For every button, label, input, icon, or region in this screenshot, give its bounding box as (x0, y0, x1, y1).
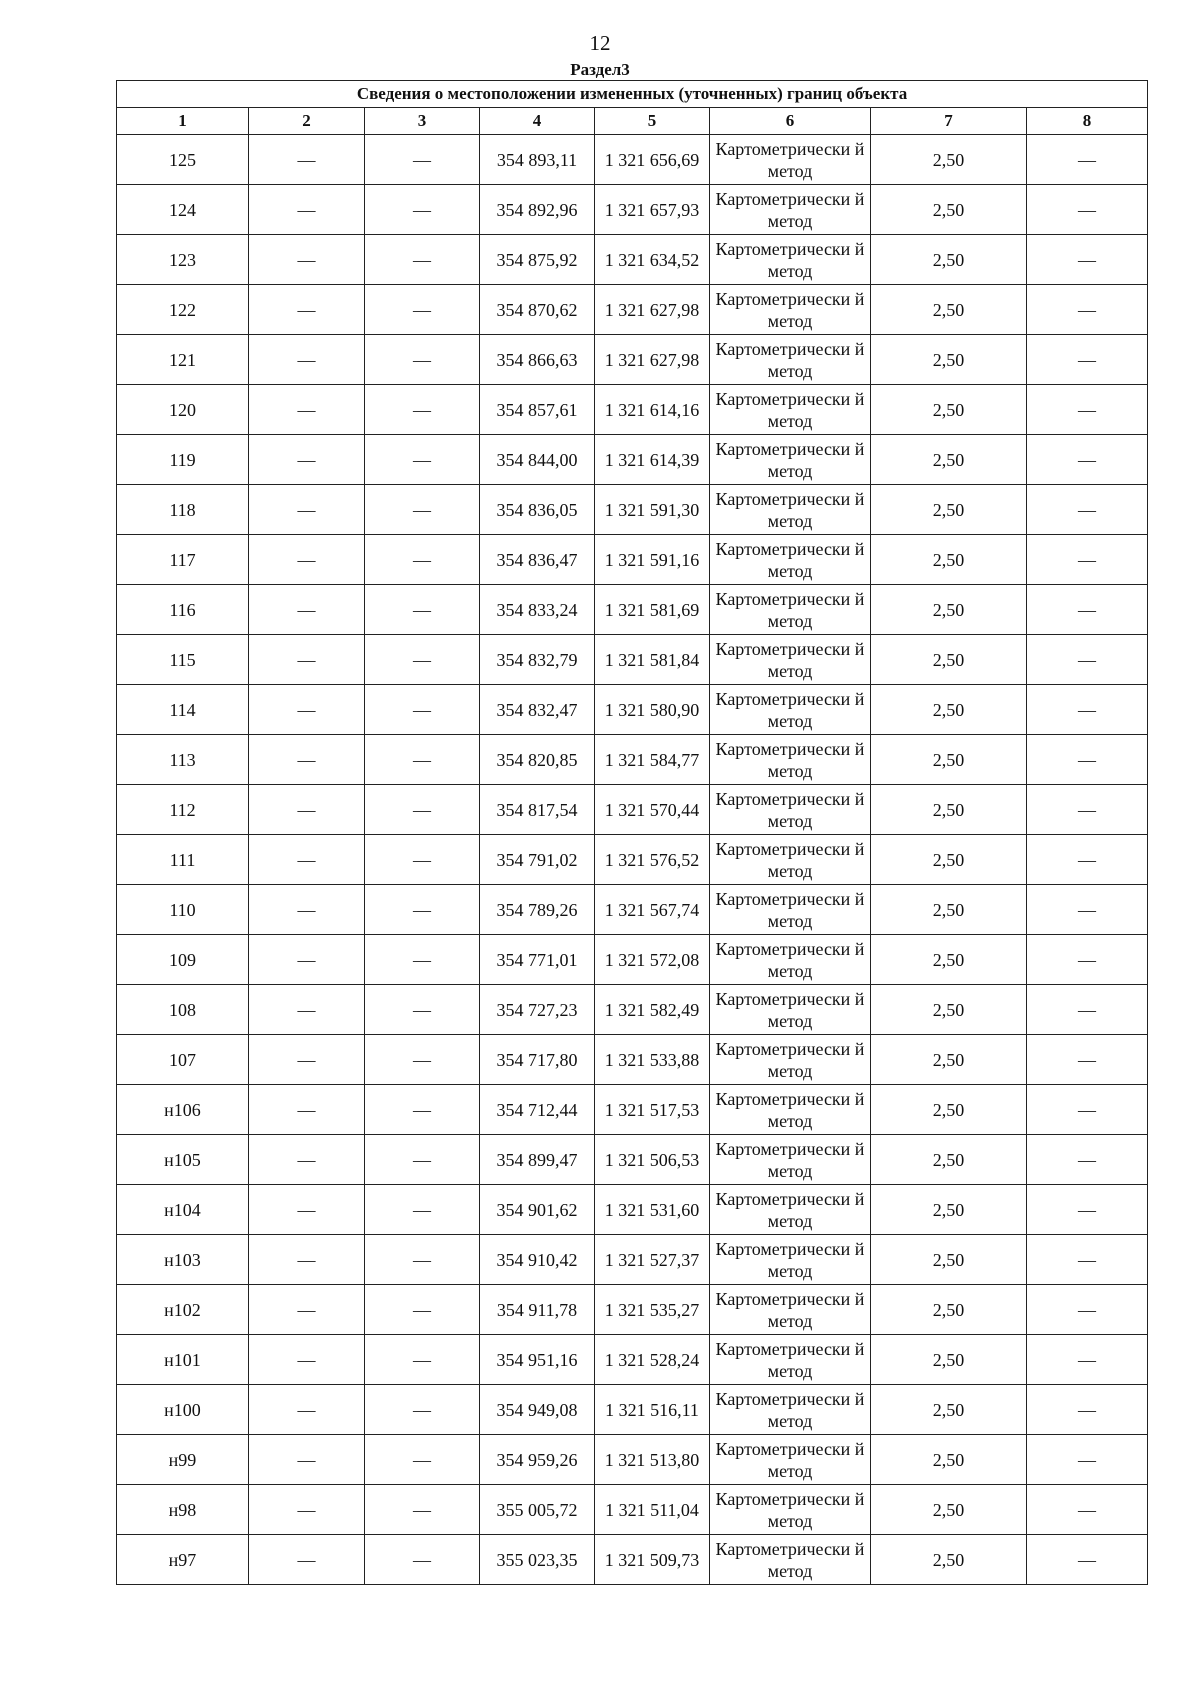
column-number: 8 (1027, 108, 1148, 135)
table-row (117, 235, 1148, 285)
col3-cell: — (365, 285, 480, 335)
col8-cell: — (1027, 385, 1148, 435)
column-number: 2 (249, 108, 365, 135)
point-number-cell: 122 (117, 285, 249, 335)
point-number-cell: н102 (117, 1285, 249, 1335)
col8-cell: — (1027, 1185, 1148, 1235)
method-cell: Картометрически й метод (710, 1035, 871, 1085)
x-coordinate-cell: 354 789,26 (480, 885, 595, 935)
col2-cell: — (249, 1435, 365, 1485)
y-coordinate-cell: 1 321 513,80 (595, 1435, 710, 1485)
method-cell: Картометрически й метод (710, 1485, 871, 1535)
col2-cell: — (249, 235, 365, 285)
point-number-cell: н99 (117, 1435, 249, 1485)
point-number-cell: 118 (117, 485, 249, 535)
column-number-row (117, 108, 1148, 135)
x-coordinate-cell: 354 712,44 (480, 1085, 595, 1135)
x-coordinate-cell: 354 857,61 (480, 385, 595, 435)
table-body (117, 135, 1148, 1585)
col3-cell: — (365, 1235, 480, 1285)
col8-cell: — (1027, 185, 1148, 235)
col8-cell: — (1027, 785, 1148, 835)
col8-cell: — (1027, 1235, 1148, 1285)
col8-cell: — (1027, 535, 1148, 585)
y-coordinate-cell: 1 321 627,98 (595, 335, 710, 385)
y-coordinate-cell: 1 321 591,30 (595, 485, 710, 535)
accuracy-cell: 2,50 (871, 1385, 1027, 1435)
col8-cell: — (1027, 585, 1148, 635)
table-row (117, 1335, 1148, 1385)
accuracy-cell: 2,50 (871, 185, 1027, 235)
point-number-cell: 111 (117, 835, 249, 885)
method-cell: Картометрически й метод (710, 685, 871, 735)
col8-cell: — (1027, 485, 1148, 535)
col2-cell: — (249, 1185, 365, 1235)
x-coordinate-cell: 354 951,16 (480, 1335, 595, 1385)
col2-cell: — (249, 1485, 365, 1535)
col3-cell: — (365, 685, 480, 735)
x-coordinate-cell: 354 949,08 (480, 1385, 595, 1435)
col8-cell: — (1027, 1035, 1148, 1085)
x-coordinate-cell: 354 833,24 (480, 585, 595, 635)
x-coordinate-cell: 355 005,72 (480, 1485, 595, 1535)
method-cell: Картометрически й метод (710, 1335, 871, 1385)
col3-cell: — (365, 1485, 480, 1535)
method-cell: Картометрически й метод (710, 835, 871, 885)
col8-cell: — (1027, 735, 1148, 785)
accuracy-cell: 2,50 (871, 1185, 1027, 1235)
col3-cell: — (365, 1285, 480, 1335)
method-cell: Картометрически й метод (710, 1235, 871, 1285)
y-coordinate-cell: 1 321 567,74 (595, 885, 710, 935)
x-coordinate-cell: 355 023,35 (480, 1535, 595, 1585)
accuracy-cell: 2,50 (871, 835, 1027, 885)
accuracy-cell: 2,50 (871, 735, 1027, 785)
col2-cell: — (249, 185, 365, 235)
col3-cell: — (365, 735, 480, 785)
col3-cell: — (365, 235, 480, 285)
accuracy-cell: 2,50 (871, 1285, 1027, 1335)
boundary-coordinates-table (116, 80, 1148, 1585)
method-cell: Картометрически й метод (710, 1535, 871, 1585)
col3-cell: — (365, 1335, 480, 1385)
y-coordinate-cell: 1 321 528,24 (595, 1335, 710, 1385)
col3-cell: — (365, 1385, 480, 1435)
method-cell: Картометрически й метод (710, 1435, 871, 1485)
column-number: 6 (710, 108, 871, 135)
accuracy-cell: 2,50 (871, 1085, 1027, 1135)
col3-cell: — (365, 1435, 480, 1485)
column-number: 1 (117, 108, 249, 135)
y-coordinate-cell: 1 321 581,69 (595, 585, 710, 635)
col2-cell: — (249, 1285, 365, 1335)
point-number-cell: н97 (117, 1535, 249, 1585)
table-row (117, 485, 1148, 535)
method-cell: Картометрически й метод (710, 1385, 871, 1435)
x-coordinate-cell: 354 836,05 (480, 485, 595, 535)
table-row (117, 785, 1148, 835)
column-number: 3 (365, 108, 480, 135)
table-row (117, 435, 1148, 485)
y-coordinate-cell: 1 321 576,52 (595, 835, 710, 885)
x-coordinate-cell: 354 899,47 (480, 1135, 595, 1185)
table-row (117, 835, 1148, 885)
method-cell: Картометрически й метод (710, 435, 871, 485)
col3-cell: — (365, 585, 480, 635)
method-cell: Картометрически й метод (710, 985, 871, 1035)
y-coordinate-cell: 1 321 627,98 (595, 285, 710, 335)
col2-cell: — (249, 385, 365, 435)
col2-cell: — (249, 735, 365, 785)
y-coordinate-cell: 1 321 506,53 (595, 1135, 710, 1185)
point-number-cell: 119 (117, 435, 249, 485)
y-coordinate-cell: 1 321 614,16 (595, 385, 710, 435)
y-coordinate-cell: 1 321 527,37 (595, 1235, 710, 1285)
col3-cell: — (365, 535, 480, 585)
table-row (117, 685, 1148, 735)
accuracy-cell: 2,50 (871, 335, 1027, 385)
point-number-cell: н100 (117, 1385, 249, 1435)
table-row (117, 335, 1148, 385)
method-cell: Картометрически й метод (710, 235, 871, 285)
y-coordinate-cell: 1 321 517,53 (595, 1085, 710, 1135)
y-coordinate-cell: 1 321 582,49 (595, 985, 710, 1035)
x-coordinate-cell: 354 771,01 (480, 935, 595, 985)
col2-cell: — (249, 785, 365, 835)
col3-cell: — (365, 885, 480, 935)
point-number-cell: 124 (117, 185, 249, 235)
y-coordinate-cell: 1 321 535,27 (595, 1285, 710, 1335)
table-row (117, 1485, 1148, 1535)
point-number-cell: н105 (117, 1135, 249, 1185)
col3-cell: — (365, 335, 480, 385)
accuracy-cell: 2,50 (871, 1135, 1027, 1185)
y-coordinate-cell: 1 321 591,16 (595, 535, 710, 585)
col2-cell: — (249, 335, 365, 385)
point-number-cell: 109 (117, 935, 249, 985)
x-coordinate-cell: 354 911,78 (480, 1285, 595, 1335)
col3-cell: — (365, 135, 480, 185)
col2-cell: — (249, 1085, 365, 1135)
x-coordinate-cell: 354 820,85 (480, 735, 595, 785)
method-cell: Картометрически й метод (710, 885, 871, 935)
col2-cell: — (249, 535, 365, 585)
col3-cell: — (365, 1535, 480, 1585)
x-coordinate-cell: 354 875,92 (480, 235, 595, 285)
y-coordinate-cell: 1 321 509,73 (595, 1535, 710, 1585)
column-number: 4 (480, 108, 595, 135)
col2-cell: — (249, 1135, 365, 1185)
point-number-cell: н103 (117, 1235, 249, 1285)
table-row (117, 1135, 1148, 1185)
col2-cell: — (249, 885, 365, 935)
col2-cell: — (249, 135, 365, 185)
col2-cell: — (249, 635, 365, 685)
accuracy-cell: 2,50 (871, 1485, 1027, 1535)
method-cell: Картометрически й метод (710, 1085, 871, 1135)
point-number-cell: 115 (117, 635, 249, 685)
col8-cell: — (1027, 685, 1148, 735)
col3-cell: — (365, 1085, 480, 1135)
accuracy-cell: 2,50 (871, 1335, 1027, 1385)
x-coordinate-cell: 354 870,62 (480, 285, 595, 335)
col3-cell: — (365, 1035, 480, 1085)
column-number: 7 (871, 108, 1027, 135)
table-row (117, 1035, 1148, 1085)
method-cell: Картометрически й метод (710, 485, 871, 535)
accuracy-cell: 2,50 (871, 785, 1027, 835)
col8-cell: — (1027, 1085, 1148, 1135)
table-row (117, 735, 1148, 785)
accuracy-cell: 2,50 (871, 585, 1027, 635)
y-coordinate-cell: 1 321 657,93 (595, 185, 710, 235)
point-number-cell: 108 (117, 985, 249, 1035)
x-coordinate-cell: 354 727,23 (480, 985, 595, 1035)
col8-cell: — (1027, 885, 1148, 935)
x-coordinate-cell: 354 717,80 (480, 1035, 595, 1085)
col2-cell: — (249, 585, 365, 635)
method-cell: Картометрически й метод (710, 185, 871, 235)
method-cell: Картометрически й метод (710, 135, 871, 185)
y-coordinate-cell: 1 321 580,90 (595, 685, 710, 735)
accuracy-cell: 2,50 (871, 1235, 1027, 1285)
y-coordinate-cell: 1 321 614,39 (595, 435, 710, 485)
accuracy-cell: 2,50 (871, 235, 1027, 285)
point-number-cell: н106 (117, 1085, 249, 1135)
accuracy-cell: 2,50 (871, 385, 1027, 435)
col2-cell: — (249, 435, 365, 485)
col8-cell: — (1027, 1335, 1148, 1385)
y-coordinate-cell: 1 321 634,52 (595, 235, 710, 285)
x-coordinate-cell: 354 832,79 (480, 635, 595, 685)
x-coordinate-cell: 354 844,00 (480, 435, 595, 485)
col8-cell: — (1027, 1135, 1148, 1185)
method-cell: Картометрически й метод (710, 735, 871, 785)
point-number-cell: 107 (117, 1035, 249, 1085)
y-coordinate-cell: 1 321 572,08 (595, 935, 710, 985)
col8-cell: — (1027, 1485, 1148, 1535)
col8-cell: — (1027, 1435, 1148, 1485)
point-number-cell: 110 (117, 885, 249, 935)
table-row (117, 935, 1148, 985)
method-cell: Картометрически й метод (710, 385, 871, 435)
table-caption-row (117, 81, 1148, 108)
col3-cell: — (365, 835, 480, 885)
col3-cell: — (365, 1185, 480, 1235)
method-cell: Картометрически й метод (710, 1285, 871, 1335)
y-coordinate-cell: 1 321 584,77 (595, 735, 710, 785)
table-row (117, 635, 1148, 685)
table-row (117, 535, 1148, 585)
col2-cell: — (249, 1385, 365, 1435)
table-row (117, 1185, 1148, 1235)
x-coordinate-cell: 354 832,47 (480, 685, 595, 735)
col8-cell: — (1027, 635, 1148, 685)
col8-cell: — (1027, 1385, 1148, 1435)
accuracy-cell: 2,50 (871, 1435, 1027, 1485)
accuracy-cell: 2,50 (871, 1535, 1027, 1585)
point-number-cell: 121 (117, 335, 249, 385)
y-coordinate-cell: 1 321 533,88 (595, 1035, 710, 1085)
point-number-cell: 116 (117, 585, 249, 635)
method-cell: Картометрически й метод (710, 585, 871, 635)
point-number-cell: 113 (117, 735, 249, 785)
col8-cell: — (1027, 285, 1148, 335)
col2-cell: — (249, 1335, 365, 1385)
table-row (117, 285, 1148, 335)
y-coordinate-cell: 1 321 511,04 (595, 1485, 710, 1535)
table-row (117, 1235, 1148, 1285)
table-row (117, 1385, 1148, 1435)
col8-cell: — (1027, 235, 1148, 285)
col8-cell: — (1027, 835, 1148, 885)
table-caption: Сведения о местоположении измененных (уточненных) границ объекта (117, 81, 1148, 108)
col8-cell: — (1027, 935, 1148, 985)
x-coordinate-cell: 354 791,02 (480, 835, 595, 885)
x-coordinate-cell: 354 910,42 (480, 1235, 595, 1285)
table-row (117, 1535, 1148, 1585)
point-number-cell: 120 (117, 385, 249, 435)
accuracy-cell: 2,50 (871, 985, 1027, 1035)
point-number-cell: 123 (117, 235, 249, 285)
col3-cell: — (365, 485, 480, 535)
method-cell: Картометрически й метод (710, 1135, 871, 1185)
point-number-cell: н104 (117, 1185, 249, 1235)
page-number: 12 (589, 31, 611, 55)
y-coordinate-cell: 1 321 516,11 (595, 1385, 710, 1435)
point-number-cell: 125 (117, 135, 249, 185)
col2-cell: — (249, 1535, 365, 1585)
col8-cell: — (1027, 1535, 1148, 1585)
table-row (117, 1085, 1148, 1135)
accuracy-cell: 2,50 (871, 1035, 1027, 1085)
table-row (117, 385, 1148, 435)
y-coordinate-cell: 1 321 656,69 (595, 135, 710, 185)
point-number-cell: 117 (117, 535, 249, 585)
col8-cell: — (1027, 335, 1148, 385)
table-row (117, 185, 1148, 235)
col2-cell: — (249, 485, 365, 535)
col2-cell: — (249, 285, 365, 335)
col3-cell: — (365, 385, 480, 435)
col3-cell: — (365, 935, 480, 985)
col2-cell: — (249, 685, 365, 735)
col2-cell: — (249, 1235, 365, 1285)
column-number: 5 (595, 108, 710, 135)
table-row (117, 135, 1148, 185)
accuracy-cell: 2,50 (871, 285, 1027, 335)
method-cell: Картометрически й метод (710, 785, 871, 835)
method-cell: Картометрически й метод (710, 1185, 871, 1235)
section-title: Раздел3 (570, 60, 630, 79)
accuracy-cell: 2,50 (871, 435, 1027, 485)
point-number-cell: н98 (117, 1485, 249, 1535)
col8-cell: — (1027, 1285, 1148, 1335)
table-row (117, 585, 1148, 635)
table-row (117, 885, 1148, 935)
method-cell: Картометрически й метод (710, 635, 871, 685)
col2-cell: — (249, 1035, 365, 1085)
method-cell: Картометрически й метод (710, 535, 871, 585)
point-number-cell: 114 (117, 685, 249, 735)
col2-cell: — (249, 835, 365, 885)
y-coordinate-cell: 1 321 570,44 (595, 785, 710, 835)
col3-cell: — (365, 635, 480, 685)
accuracy-cell: 2,50 (871, 935, 1027, 985)
x-coordinate-cell: 354 866,63 (480, 335, 595, 385)
x-coordinate-cell: 354 959,26 (480, 1435, 595, 1485)
x-coordinate-cell: 354 817,54 (480, 785, 595, 835)
y-coordinate-cell: 1 321 581,84 (595, 635, 710, 685)
y-coordinate-cell: 1 321 531,60 (595, 1185, 710, 1235)
col8-cell: — (1027, 135, 1148, 185)
x-coordinate-cell: 354 836,47 (480, 535, 595, 585)
accuracy-cell: 2,50 (871, 885, 1027, 935)
col3-cell: — (365, 985, 480, 1035)
accuracy-cell: 2,50 (871, 535, 1027, 585)
x-coordinate-cell: 354 892,96 (480, 185, 595, 235)
table-row (117, 1435, 1148, 1485)
table-row (117, 985, 1148, 1035)
method-cell: Картометрически й метод (710, 285, 871, 335)
col8-cell: — (1027, 435, 1148, 485)
table-row (117, 1285, 1148, 1335)
point-number-cell: н101 (117, 1335, 249, 1385)
accuracy-cell: 2,50 (871, 135, 1027, 185)
col3-cell: — (365, 785, 480, 835)
col2-cell: — (249, 935, 365, 985)
accuracy-cell: 2,50 (871, 635, 1027, 685)
accuracy-cell: 2,50 (871, 685, 1027, 735)
method-cell: Картометрически й метод (710, 335, 871, 385)
accuracy-cell: 2,50 (871, 485, 1027, 535)
col2-cell: — (249, 985, 365, 1035)
col3-cell: — (365, 1135, 480, 1185)
method-cell: Картометрически й метод (710, 935, 871, 985)
col8-cell: — (1027, 985, 1148, 1035)
x-coordinate-cell: 354 893,11 (480, 135, 595, 185)
col3-cell: — (365, 435, 480, 485)
col3-cell: — (365, 185, 480, 235)
point-number-cell: 112 (117, 785, 249, 835)
x-coordinate-cell: 354 901,62 (480, 1185, 595, 1235)
